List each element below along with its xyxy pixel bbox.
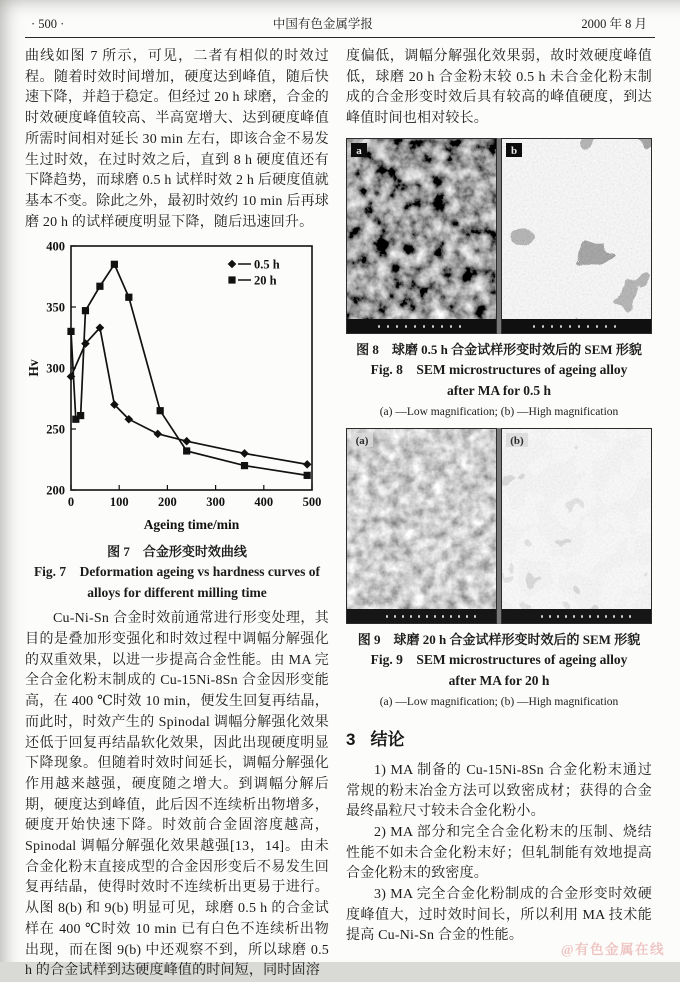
- figure9: [346, 428, 652, 710]
- svg-text:0.5 h: 0.5 h: [254, 257, 280, 272]
- paragraph-spinodal-discussion: Cu-Ni-Sn 合金时效前通常进行形变处理，其目的是叠加形变强化和时效过程中调幅分解强化的双重效果，以进一步提高合金性能。由 MA 完全合金化粉末制成的 Cu-15Ni-8Sn 合金因形变能高，在 400 ℃时效 10 min，便发生回复再结晶，而此时，时效产生的 Spinodal 调幅分解强化效果还低于回复再结晶软化效果，因此出现硬度明显下降现象。但随着时效时间延长，调幅分解强化作用越来越强，硬度随之增大。到调幅分解后期，硬度达到峰值，此后因不连续析出物增多，硬度开始快速下降。时效前合金固溶度越高，Spinodal 调幅分解强化效果越强[13，14]。由未合金化粉末直接成型的合金因形变后不易发生回复再结晶，使得时效时不连续析出更易于进行。从图 8(b) 和 9(b) 明显可见，球磨 0.5 h 的合金试样在 400 ℃时效 10 min 已有白色不连续析出物出现，而在图 9(b) 中还观察不到，所以球磨 0.5 h 的合金试样到达硬度峰值的时间短，同时固溶: [25, 611, 329, 979]
- header-rule: [25, 37, 655, 38]
- svg-text:20 h: 20 h: [254, 273, 277, 288]
- conclusion-item-1: 1) MA 制备的 Cu-15Ni-8Sn 合金化粉末通过常规的粉末冶金方法可以致密成材；获得的合金最终晶粒尺寸较未合金化粉小。: [346, 762, 652, 820]
- figure8-caption-en-line1: Fig. 8 SEM microstructures of ageing alloy: [370, 361, 628, 377]
- page-number: · 500 ·: [31, 17, 65, 31]
- figure8-sem-image: [346, 138, 652, 334]
- figure9-caption: [346, 631, 652, 710]
- figure7-caption-zh: 图 7 合金形变时效曲线: [107, 544, 247, 560]
- svg-text:500: 500: [302, 495, 322, 510]
- svg-text:400: 400: [254, 495, 274, 510]
- figure7-caption: [25, 543, 329, 603]
- right-column: [346, 47, 652, 982]
- svg-text:0: 0: [67, 495, 75, 510]
- conclusion-item-3: 3) MA 完全合金化粉制成的合金形变时效硬度峰值大，过时效时间长，所以利用 MA 技术能提高 Cu-Ni-Sn 合金的性能。: [346, 887, 652, 944]
- figure9-panel-b-label: (b): [510, 434, 524, 447]
- figure8: [346, 138, 652, 420]
- section-heading-conclusions: [346, 725, 652, 750]
- paragraph-continuation: 度偏低，调幅分解强化效果弱，故时效硬度峰值低，球磨 20 h 合金粉末较 0.5 h 未合金化粉末制成的合金形变时效后具有较高的峰值硬度，到达峰值时间也相对较长。: [346, 49, 652, 127]
- svg-text:100: 100: [109, 495, 129, 510]
- svg-text:200: 200: [158, 495, 177, 510]
- watermark: @有色金属在线: [560, 942, 665, 957]
- section-title: 结论: [370, 729, 405, 749]
- svg-text:300: 300: [206, 495, 225, 510]
- figure8-panel-a: [347, 138, 497, 333]
- figure8-caption-zh: 图 8 球磨 0.5 h 合金试样形变时效后的 SEM 形貌: [356, 341, 642, 357]
- figure8-caption-sub: (a) —Low magnification; (b) —High magnification: [379, 405, 619, 418]
- figure9-caption-en-line1: Fig. 9 SEM microstructures of ageing alloy: [370, 651, 628, 667]
- figure9-panel-b: [502, 428, 652, 623]
- svg-text:400: 400: [46, 239, 65, 254]
- conclusion-item-2: 2) MA 部分和完全合金化粉末的压制、烧结性能不如未合金化粉末好；但轧制能有效地提高合金化粉末的致密度。: [346, 824, 652, 882]
- svg-text:200: 200: [46, 483, 65, 498]
- svg-text:250: 250: [46, 422, 65, 437]
- svg-text:Ageing time/min: Ageing time/min: [143, 517, 240, 533]
- figure9-caption-sub: (a) —Low magnification; (b) —High magnification: [379, 695, 619, 708]
- fig7-hardness-chart: [25, 236, 325, 536]
- figure9-caption-zh: 图 9 球磨 20 h 合金试样形变时效后的 SEM 形貌: [357, 631, 641, 647]
- figure8-caption: [346, 341, 652, 420]
- figure7-caption-en-line2: alloys for different milling time: [87, 585, 267, 601]
- section-number: 3: [346, 729, 356, 749]
- svg-text:350: 350: [46, 300, 65, 315]
- figure8-panel-b: [502, 138, 652, 333]
- page-header: [25, 12, 655, 32]
- two-column-body: [25, 47, 655, 982]
- svg-text:Hv: Hv: [26, 359, 41, 377]
- figure9-sem-image: [346, 428, 652, 624]
- journal-title: 中国有色金属学报: [272, 17, 373, 31]
- figure9-panel-a: [347, 428, 497, 623]
- figure9-panel-a-label: (a): [355, 434, 369, 447]
- figure7: [25, 236, 329, 603]
- figure9-caption-en-line2: after MA for 20 h: [448, 672, 550, 688]
- issue-date: 2000 年 8 月: [581, 17, 647, 31]
- left-column: [25, 47, 329, 982]
- svg-text:300: 300: [46, 361, 65, 376]
- paragraph-ageing-discussion: 曲线如图 7 所示，可见，二者有相似的时效过程。随着时效时间增加，硬度达到峰值，随后快速下降，并趋于稳定。但经过 20 h 球磨，合金的时效硬度峰值较高、半高宽增大、达到硬度峰值所需时间相对延长 30 min 左右，即该合金不易发生过时效，在过时效之后，直到 8 h 硬度值还有下降趋势，而球磨 0.5 h 试样时效 2 h 后硬度值就基本不变。除此之外，最初时效约 10 min 后再球磨 20 h 的试样硬度明显下降，随后迅速回升。: [25, 49, 329, 230]
- figure8-panel-a-label: a: [356, 144, 362, 157]
- figure8-panel-b-label: b: [510, 144, 518, 157]
- figure7-caption-en-line1: Fig. 7 Deformation ageing vs hardness curves of: [33, 564, 321, 580]
- figure8-caption-en-line2: after MA for 0.5 h: [446, 382, 552, 398]
